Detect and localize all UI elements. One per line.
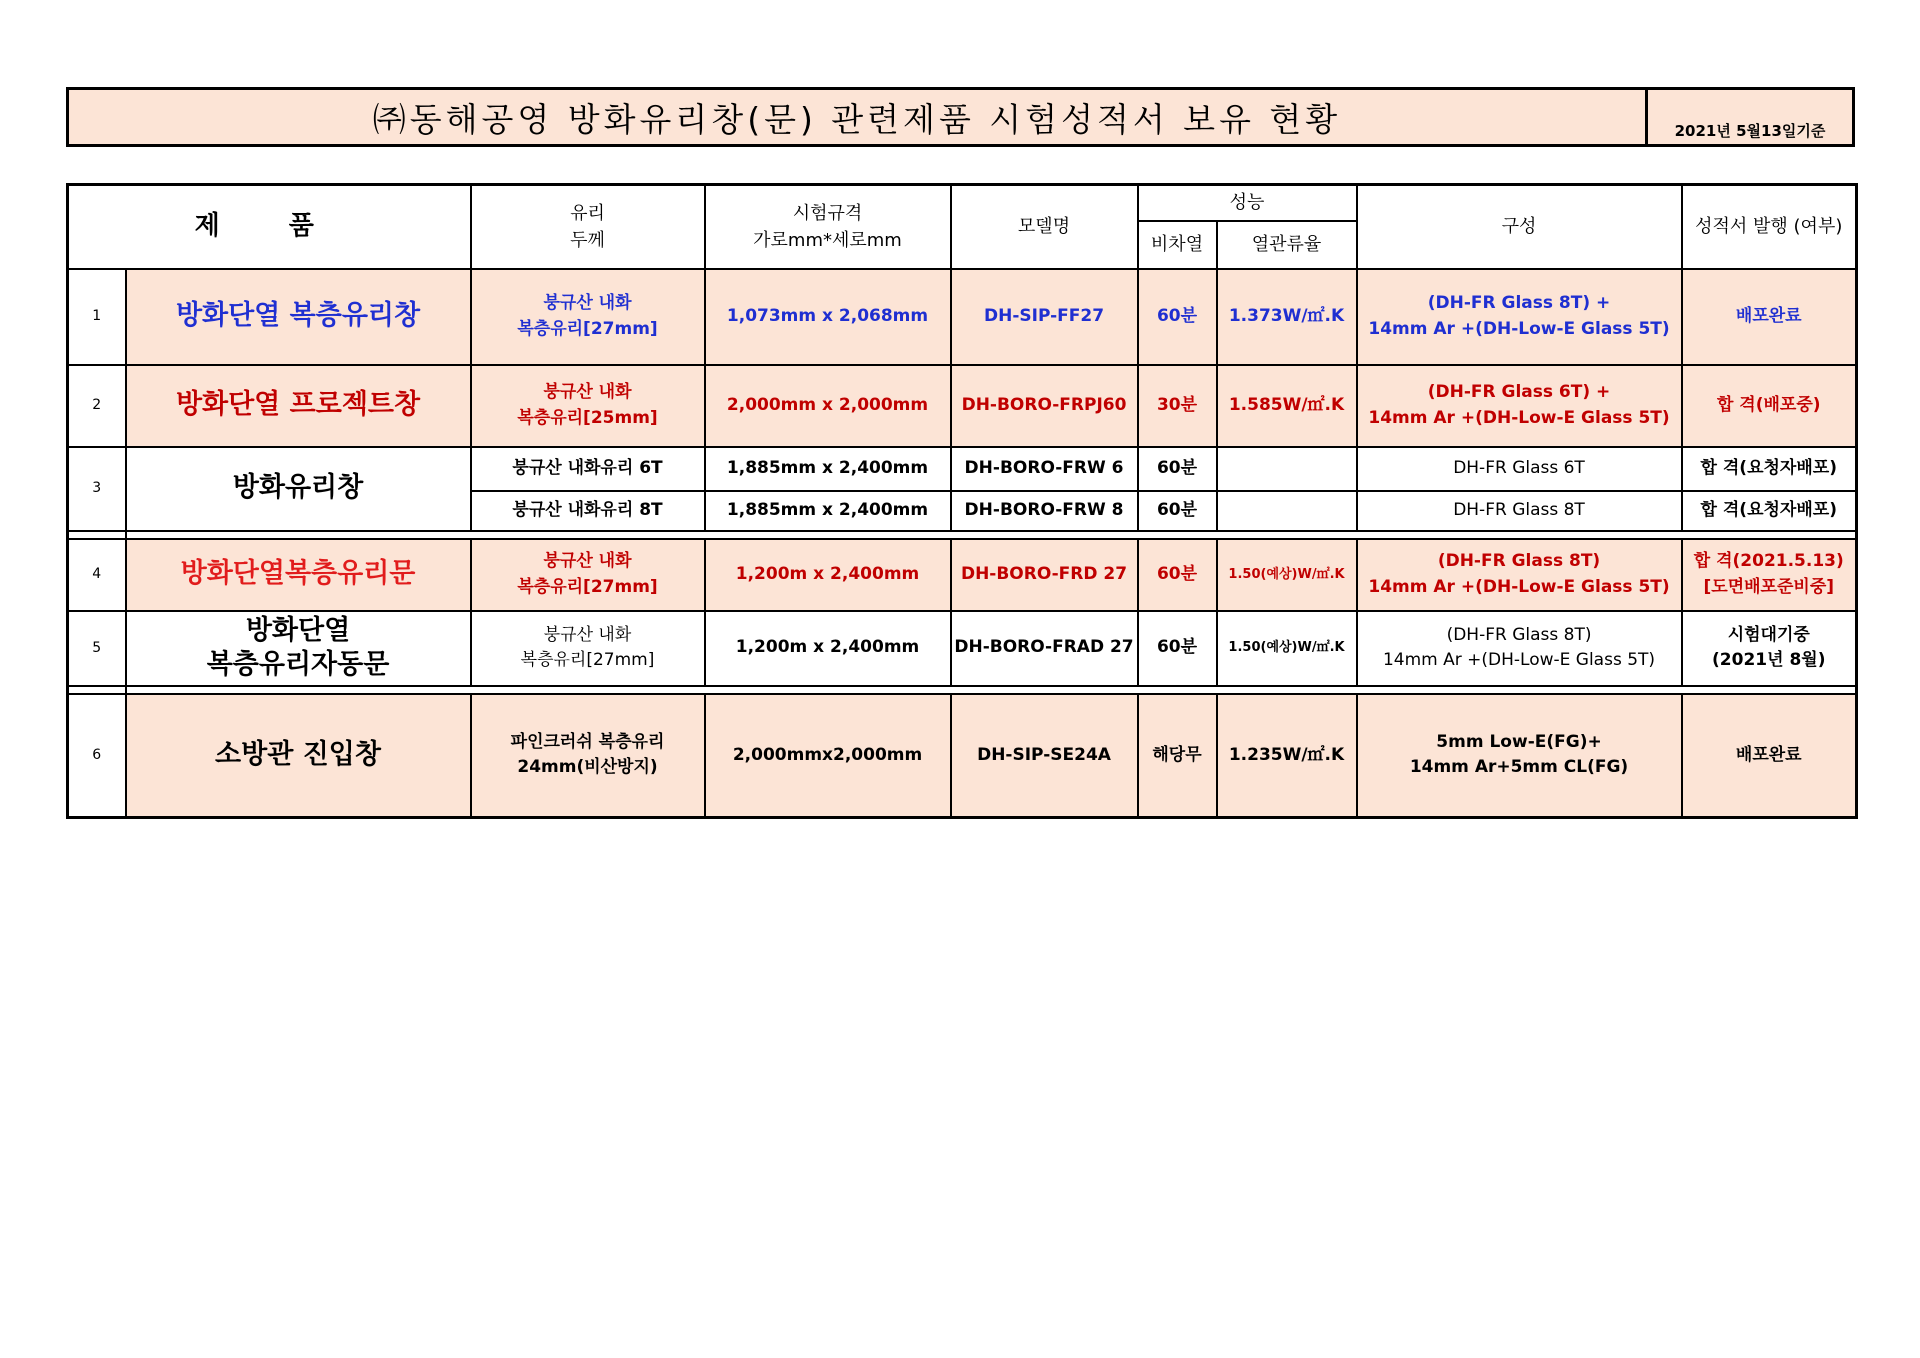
u-value: 1.50(예상)W/㎡.K — [1217, 611, 1357, 686]
model-name: DH-SIP-SE24A — [951, 694, 1138, 818]
table-row — [68, 539, 1857, 611]
composition-line2: 14mm Ar +(DH-Low-E Glass 5T) — [1382, 650, 1656, 670]
model-name: DH-BORO-FRD 27 — [951, 539, 1138, 611]
composition-line1: 5mm Low-E(FG)+ — [1436, 731, 1602, 752]
model-name: DH-SIP-FF27 — [951, 269, 1138, 365]
table-row — [68, 269, 1857, 365]
composition: DH-FR Glass 8T — [1357, 491, 1682, 531]
u-value — [1217, 491, 1357, 531]
separator-cell — [68, 531, 126, 539]
product-name: 방화단열복층유리문 — [126, 539, 471, 611]
glass-thickness: 붕규산 내화유리 8T — [471, 491, 705, 531]
section-separator — [68, 686, 1857, 694]
header-composition: 구성 — [1357, 185, 1682, 269]
composition — [1357, 269, 1682, 365]
glass-thickness — [471, 694, 705, 818]
certificate-status: 합 격(요청자배포) — [1682, 447, 1857, 491]
glass-thickness: 붕규산 내화유리 6T — [471, 447, 705, 491]
glass-thickness-line1: 붕규산 내화 — [543, 551, 632, 571]
composition: DH-FR Glass 6T — [1357, 447, 1682, 491]
certificate-status-line1: 시험대기중 — [1727, 624, 1810, 645]
header-model: 모델명 — [951, 185, 1138, 269]
section-separator — [68, 531, 1857, 539]
u-value: 1.585W/㎡.K — [1217, 365, 1357, 447]
glass-thickness-line2: 복층유리[27mm] — [520, 650, 655, 670]
composition-line2: 14mm Ar+5mm CL(FG) — [1409, 757, 1629, 778]
header-non-insulation: 비차열 — [1138, 221, 1217, 269]
table-row — [68, 365, 1857, 447]
test-spec: 1,073mm x 2,068mm — [705, 269, 951, 365]
composition-line1: (DH-FR Glass 8T) — [1446, 624, 1592, 645]
glass-thickness-line1: 파인크러쉬 복층유리 — [510, 731, 665, 752]
certificate-status: 합 격(요청자배포) — [1682, 491, 1857, 531]
row-number: 2 — [68, 365, 126, 447]
header-row-1 — [68, 185, 1857, 221]
test-spec: 1,885mm x 2,400mm — [705, 447, 951, 491]
u-value — [1217, 447, 1357, 491]
product-name: 방화유리창 — [126, 447, 471, 531]
fire-rating: 60분 — [1138, 539, 1217, 611]
product-name: 소방관 진입창 — [126, 694, 471, 818]
certificate-status-line2: [도면배포준비중] — [1703, 576, 1835, 597]
glass-thickness-line2: 복층유리[27mm] — [517, 576, 658, 597]
fire-rating: 60분 — [1138, 611, 1217, 686]
glass-thickness-line1: 붕규산 내화 — [543, 624, 632, 645]
separator-cell — [126, 686, 1857, 694]
product-name — [126, 611, 471, 686]
certificate-status — [1682, 611, 1857, 686]
document-title: ㈜동해공영 방화유리창(문) 관련제품 시험성적서 보유 현황 — [372, 99, 1342, 139]
fire-rating: 60분 — [1138, 269, 1217, 365]
certificate-status-line2: (2021년 8월) — [1712, 650, 1826, 670]
fire-rating: 30분 — [1138, 365, 1217, 447]
model-name: DH-BORO-FRAD 27 — [951, 611, 1138, 686]
separator-cell — [68, 686, 126, 694]
glass-thickness-line2: 24mm(비산방지) — [517, 757, 658, 778]
document-title-bar — [66, 87, 1855, 147]
composition-line1: (DH-FR Glass 6T) + — [1427, 382, 1611, 402]
row-number: 5 — [68, 611, 126, 686]
composition-line1: (DH-FR Glass 8T) — [1437, 551, 1601, 571]
composition-line2: 14mm Ar +(DH-Low-E Glass 5T) — [1368, 407, 1670, 428]
model-name: DH-BORO-FRW 6 — [951, 447, 1138, 491]
test-spec: 1,200m x 2,400mm — [705, 539, 951, 611]
glass-thickness-line2: 복층유리[25mm] — [517, 407, 658, 428]
composition-line2: 14mm Ar +(DH-Low-E Glass 5T) — [1368, 318, 1670, 339]
glass-thickness — [471, 611, 705, 686]
certificate-status: 배포완료 — [1682, 269, 1857, 365]
test-spec: 2,000mm x 2,000mm — [705, 365, 951, 447]
header-thickness-line1: 유리 — [570, 202, 605, 224]
header-thickness — [471, 185, 705, 269]
product-name: 방화단열 프로젝트창 — [126, 365, 471, 447]
product-name-line1: 방화단열 — [245, 615, 351, 647]
row-number: 1 — [68, 269, 126, 365]
row-number: 3 — [68, 447, 126, 531]
product-name: 방화단열 복층유리창 — [126, 269, 471, 365]
test-spec: 1,200m x 2,400mm — [705, 611, 951, 686]
certificate-status: 합 격(배포중) — [1682, 365, 1857, 447]
reference-date: 2021년 5월13일기준 — [1645, 90, 1852, 144]
header-heat-transfer: 열관류율 — [1217, 221, 1357, 269]
glass-thickness-line1: 붕규산 내화 — [543, 382, 632, 402]
composition-line1: (DH-FR Glass 8T) + — [1427, 293, 1611, 313]
table-row — [68, 447, 1857, 491]
test-spec: 2,000mmx2,000mm — [705, 694, 951, 818]
certificate-status-line1: 합 격(2021.5.13) — [1693, 551, 1844, 571]
fire-rating: 60분 — [1138, 491, 1217, 531]
header-certificate: 성적서 발행 (여부) — [1682, 185, 1857, 269]
glass-thickness — [471, 539, 705, 611]
fire-rating: 해당무 — [1138, 694, 1217, 818]
header-spec — [705, 185, 951, 269]
header-spec-line2: 가로mm*세로mm — [753, 229, 902, 251]
header-performance: 성능 — [1138, 185, 1357, 221]
composition — [1357, 365, 1682, 447]
composition-line2: 14mm Ar +(DH-Low-E Glass 5T) — [1368, 576, 1670, 597]
composition — [1357, 694, 1682, 818]
u-value: 1.235W/㎡.K — [1217, 694, 1357, 818]
glass-thickness — [471, 269, 705, 365]
certificate-status: 배포완료 — [1682, 694, 1857, 818]
header-product: 제 품 — [68, 185, 471, 269]
header-spec-line1: 시험규격 — [792, 202, 863, 224]
certificate-status — [1682, 539, 1857, 611]
glass-thickness-line1: 붕규산 내화 — [543, 293, 632, 313]
table-row — [68, 611, 1857, 686]
glass-thickness-line2: 복층유리[27mm] — [517, 318, 658, 339]
test-spec: 1,885mm x 2,400mm — [705, 491, 951, 531]
table-row — [68, 694, 1857, 818]
row-number: 6 — [68, 694, 126, 818]
composition — [1357, 611, 1682, 686]
row-number: 4 — [68, 539, 126, 611]
header-thickness-line2: 두께 — [570, 229, 605, 251]
u-value: 1.373W/㎡.K — [1217, 269, 1357, 365]
fire-rating: 60분 — [1138, 447, 1217, 491]
product-name-line2: 복층유리자동문 — [206, 649, 390, 680]
model-name: DH-BORO-FRPJ60 — [951, 365, 1138, 447]
model-name: DH-BORO-FRW 8 — [951, 491, 1138, 531]
certificate-status-table — [66, 183, 1858, 819]
separator-cell — [126, 531, 1857, 539]
glass-thickness — [471, 365, 705, 447]
composition — [1357, 539, 1682, 611]
u-value: 1.50(예상)W/㎡.K — [1217, 539, 1357, 611]
